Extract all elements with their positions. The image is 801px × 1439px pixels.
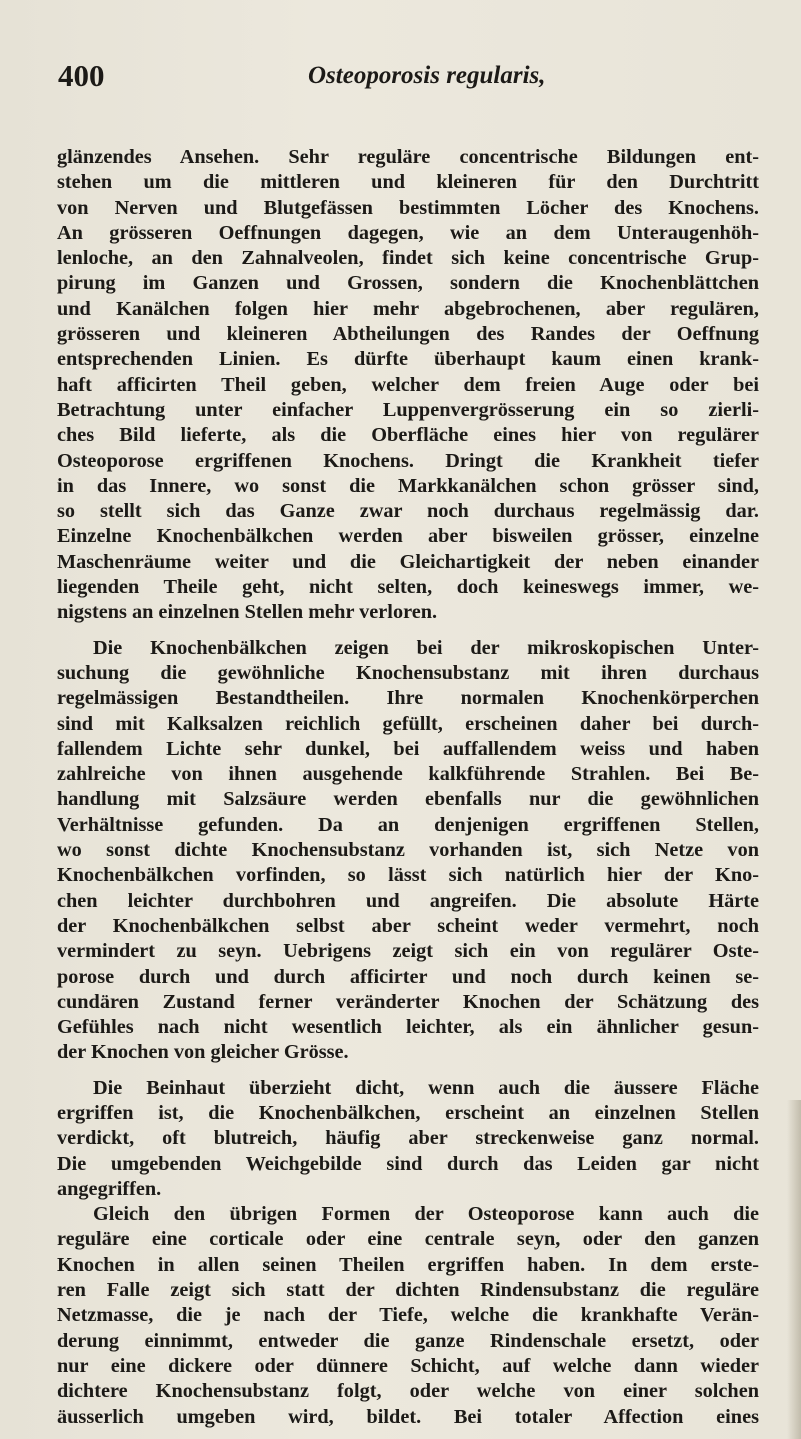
paragraph-gap bbox=[57, 1066, 759, 1076]
text-line: wo sonst dichte Knochensubstanz vorhanden ist, sich Netze von bbox=[57, 839, 759, 862]
paragraph bbox=[57, 1076, 759, 1202]
text-line: nigstens an einzelnen Stellen mehr verloren. bbox=[57, 601, 438, 624]
text-line: äusserlich umgeben wird, bildet. Bei totaler Affection eines bbox=[57, 1405, 759, 1428]
text-line: sind mit Kalksalzen reichlich gefüllt, erscheinen daher bei durch- bbox=[57, 712, 759, 735]
text-line: porose durch und durch afficirter und noch durch keinen se- bbox=[57, 965, 759, 988]
text-line: liegenden Theile geht, nicht selten, doch keineswegs immer, we- bbox=[57, 576, 759, 599]
text-line: reguläre eine corticale oder eine centrale seyn, oder den ganzen bbox=[57, 1228, 759, 1251]
text-line: zahlreiche von ihnen ausgehende kalkführende Strahlen. Bei Be- bbox=[57, 763, 759, 786]
page-edge-shadow bbox=[787, 1100, 801, 1439]
text-line: ches Bild lieferte, als die Oberfläche eines hier von regulärer bbox=[57, 424, 759, 447]
text-line: nur eine dickere oder dünnere Schicht, auf welche dann wieder bbox=[57, 1354, 759, 1377]
text-line: Verhältnisse gefunden. Da an denjenigen ergriffenen Stellen, bbox=[57, 813, 759, 836]
paragraph bbox=[57, 636, 759, 1066]
text-line: Maschenräume weiter und die Gleichartigkeit der neben einander bbox=[57, 550, 759, 573]
text-line: suchung die gewöhnliche Knochensubstanz mit ihren durchaus bbox=[57, 661, 759, 684]
text-line: ergriffen ist, die Knochenbälkchen, erscheint an einzelnen Stellen bbox=[57, 1101, 759, 1124]
text-line: angegriffen. bbox=[57, 1177, 162, 1200]
text-line: Einzelne Knochenbälkchen werden aber bisweilen grösser, einzelne bbox=[57, 525, 759, 548]
text-line: Gefühles nach nicht wesentlich leichter, als ein ähnlicher gesun- bbox=[57, 1016, 759, 1039]
text-line: dichtere Knochensubstanz folgt, oder welche von einer solchen bbox=[57, 1380, 759, 1403]
text-line: der Knochen von gleicher Grösse. bbox=[57, 1041, 349, 1064]
paragraph bbox=[57, 145, 759, 626]
paragraph bbox=[57, 1202, 759, 1430]
text-line: in das Innere, wo sonst die Markkanälchen schon grösser sind, bbox=[57, 474, 759, 497]
text-line: verdickt, oft blutreich, häufig aber streckenweise ganz normal. bbox=[57, 1127, 759, 1150]
text-line: ren Falle zeigt sich statt der dichten Rindensubstanz die reguläre bbox=[57, 1279, 759, 1302]
text-line: lenloche, an den Zahnalveolen, findet sich keine concentrische Grup- bbox=[57, 247, 759, 270]
text-line: stehen um die mittleren und kleineren für den Durchtritt bbox=[57, 171, 759, 194]
page-header bbox=[58, 58, 758, 98]
text-line: glänzendes Ansehen. Sehr reguläre concentrische Bildungen ent- bbox=[57, 146, 759, 168]
text-line: pirung im Ganzen und Grossen, sondern die Knochenblättchen bbox=[57, 272, 759, 295]
text-line: An grösseren Oeffnungen dagegen, wie an dem Unteraugenhöh- bbox=[57, 221, 759, 244]
text-line: haft afficirten Theil geben, welcher dem freien Auge oder bei bbox=[57, 373, 759, 396]
text-line: derung einnimmt, entweder die ganze Rindenschale ersetzt, oder bbox=[57, 1329, 759, 1352]
text-line: handlung mit Salzsäure werden ebenfalls nur die gewöhnlichen bbox=[57, 788, 759, 811]
text-line: grösseren und kleineren Abtheilungen des Randes der Oeffnung bbox=[57, 323, 759, 346]
text-line: Knochenbälkchen vorfinden, so lässt sich natürlich hier der Kno- bbox=[57, 864, 759, 887]
text-line: Betrachtung unter einfacher Luppenvergrösserung ein so zierli- bbox=[57, 398, 759, 421]
text-line: Gleich den übrigen Formen der Osteoporose kann auch die bbox=[93, 1203, 759, 1226]
text-line: von Nerven und Blutgefässen bestimmten Löcher des Knochens. bbox=[57, 196, 759, 219]
text-line: chen leichter durchbohren und angreifen. Die absolute Härte bbox=[57, 889, 759, 912]
running-title: Osteoporosis regularis, bbox=[308, 62, 546, 89]
text-line: Osteoporose ergriffenen Knochens. Dringt die Krankheit tiefer bbox=[57, 449, 759, 472]
text-line: Netzmasse, die je nach der Tiefe, welche die krankhafte Verän- bbox=[57, 1304, 759, 1327]
text-line: entsprechenden Linien. Es dürfte überhaupt kaum einen krank- bbox=[57, 348, 759, 371]
paragraph-gap bbox=[57, 626, 759, 636]
text-line: regelmässigen Bestandtheilen. Ihre normalen Knochenkörperchen bbox=[57, 687, 759, 710]
text-line: fallendem Lichte sehr dunkel, bei auffallendem weiss und haben bbox=[57, 737, 759, 760]
text-line: vermindert zu seyn. Uebrigens zeigt sich ein von regulärer Oste- bbox=[57, 940, 759, 963]
text-line: Knochen in allen seinen Theilen ergriffen haben. In dem erste- bbox=[57, 1253, 759, 1276]
text-line: Die umgebenden Weichgebilde sind durch das Leiden gar nicht bbox=[57, 1152, 759, 1175]
page-number: 400 bbox=[58, 58, 105, 93]
text-line: Die Beinhaut überzieht dicht, wenn auch die äussere Fläche bbox=[93, 1076, 759, 1099]
text-line: und Kanälchen folgen hier mehr abgebrochenen, aber regulären, bbox=[57, 297, 759, 320]
text-line: cundären Zustand ferner veränderter Knochen der Schätzung des bbox=[57, 990, 759, 1013]
text-line: so stellt sich das Ganze zwar noch durchaus regelmässig dar. bbox=[57, 500, 759, 523]
body-text bbox=[57, 145, 759, 1430]
text-line: der Knochenbälkchen selbst aber scheint weder vermehrt, noch bbox=[57, 914, 759, 937]
text-line: Die Knochenbälkchen zeigen bei der mikroskopischen Unter- bbox=[93, 636, 759, 659]
